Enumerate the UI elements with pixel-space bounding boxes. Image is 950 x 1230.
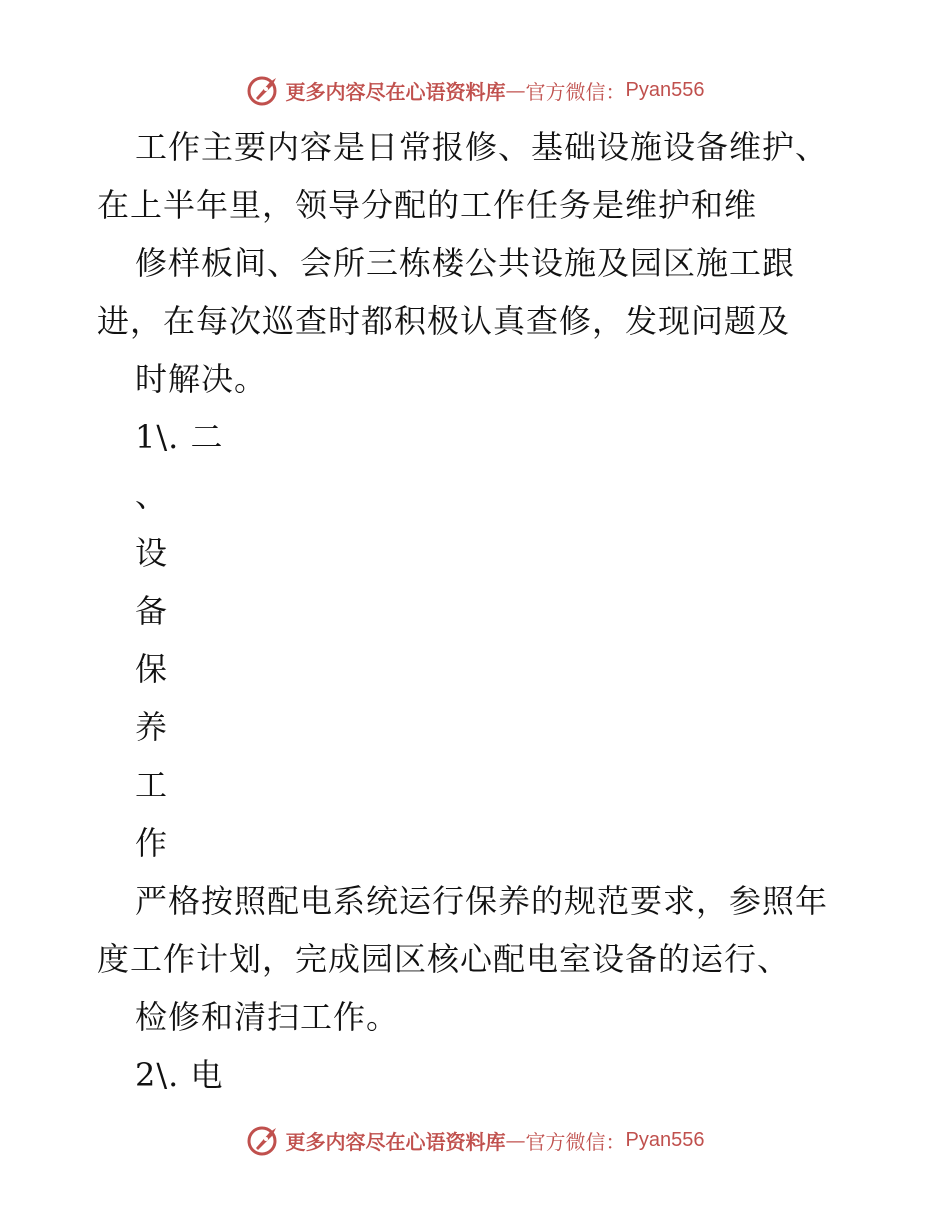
section-heading-2: 2\. 电 xyxy=(135,1056,224,1094)
text-line: 时解决。 xyxy=(135,360,268,398)
watermark-wechat-label: 官方微信： xyxy=(525,79,626,104)
watermark-library-text: 更多内容尽在心语资料库 xyxy=(285,79,506,104)
text-line: 工 xyxy=(135,766,169,804)
pen-nib-logo-icon xyxy=(246,1122,282,1158)
text-line: 保 xyxy=(135,650,169,688)
text-line: 备 xyxy=(135,592,169,630)
watermark-separator: — xyxy=(505,78,526,102)
watermark-wechat-label: 官方微信： xyxy=(525,1129,626,1154)
watermark-footer xyxy=(0,1120,950,1160)
watermark-account: Pyan556 xyxy=(625,1128,705,1151)
text-line: 度工作计划，完成园区核心配电室设备的运行、 xyxy=(97,940,791,978)
text-line: 严格按照配电系统运行保养的规范要求，参照年 xyxy=(135,882,829,920)
section-heading-1: 1\. 二 xyxy=(135,418,224,456)
document-body xyxy=(0,118,950,1104)
text-line: 检修和清扫工作。 xyxy=(135,998,400,1036)
watermark-account: Pyan556 xyxy=(625,78,705,101)
text-line: 修样板间、会所三栋楼公共设施及园区施工跟 xyxy=(135,244,796,282)
watermark-library-text: 更多内容尽在心语资料库 xyxy=(285,1129,506,1154)
text-line: 工作主要内容是日常报修、基础设施设备维护、 xyxy=(135,128,829,166)
text-line: 养 xyxy=(135,708,169,746)
watermark-header xyxy=(0,70,950,110)
text-line: 作 xyxy=(135,824,169,862)
text-line: 在上半年里，领导分配的工作任务是维护和维 xyxy=(97,186,758,224)
text-line: 、 xyxy=(135,476,169,514)
text-line: 设 xyxy=(135,534,169,572)
pen-nib-logo-icon xyxy=(246,72,282,108)
watermark-separator: — xyxy=(505,1128,526,1152)
text-line: 进，在每次巡查时都积极认真查修，发现问题及 xyxy=(97,302,791,340)
